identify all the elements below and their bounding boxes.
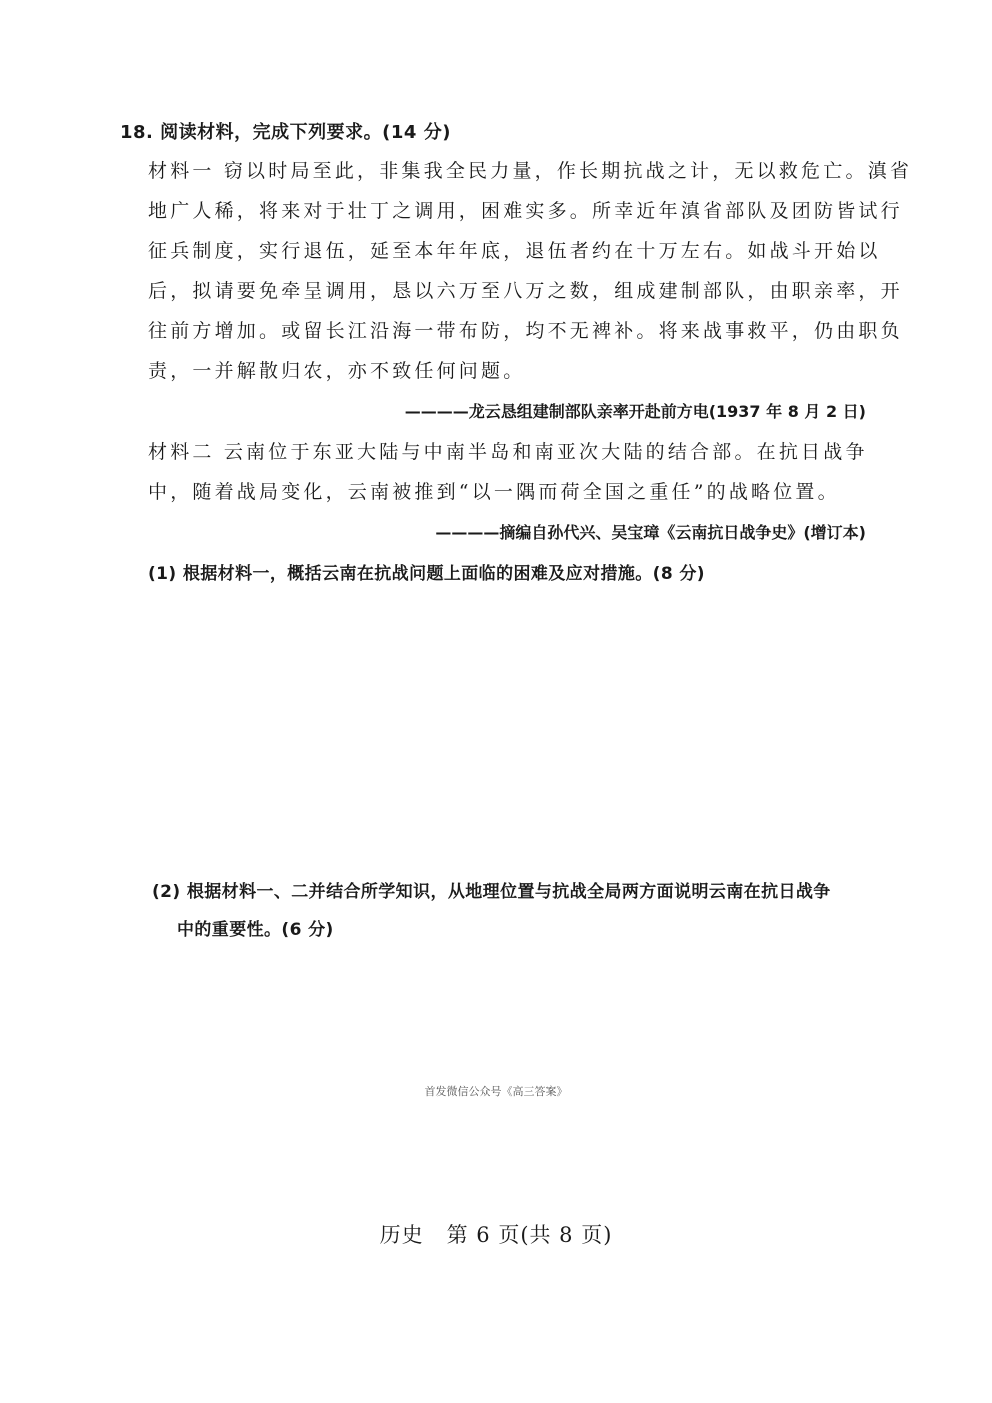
material-two-line: 中，随着战局变化，云南被推到“以一隅而荷全国之重任”的战略位置。 (148, 481, 840, 503)
question-title: 18. 阅读材料，完成下列要求。(14 分) (120, 122, 451, 143)
page-footer: 历史 第 6 页(共 8 页) (379, 1223, 613, 1247)
answer-area-2[interactable] (148, 955, 868, 1065)
sub-question-2-cont: 中的重要性。(6 分) (177, 920, 334, 940)
material-one-source: ————龙云恳组建制部队亲率开赴前方电(1937 年 8 月 2 日) (404, 402, 866, 421)
material-one-line: 材料一 窃以时局至此，非集我全民力量，作长期抗战之计，无以救危亡。滇省 (148, 160, 913, 182)
material-one-line: 地广人稀，将来对于壮丁之调用，困难实多。所幸近年滇省部队及团防皆试行 (148, 200, 903, 222)
material-one-line: 征兵制度，实行退伍，延至本年年底，退伍者约在十万左右。如战斗开始以 (148, 240, 881, 262)
answer-area-1[interactable] (148, 600, 868, 860)
material-one-line: 后，拟请要免牵呈调用，恳以六万至八万之数，组成建制部队，由职亲率，开 (148, 280, 903, 302)
watermark-text: 首发微信公众号《高三答案》 (424, 1085, 568, 1098)
material-one-line: 责，一并解散归农，亦不致任何问题。 (148, 360, 526, 382)
material-one-line: 往前方增加。或留长江沿海一带布防，均不无裨补。将来战事救平，仍由职负 (148, 320, 903, 342)
material-two-source: ————摘编自孙代兴、吴宝璋《云南抗日战争史》(增订本) (435, 523, 866, 542)
sub-question-1: (1) 根据材料一，概括云南在抗战问题上面临的困难及应对措施。(8 分) (148, 564, 705, 584)
material-two-line: 材料二 云南位于东亚大陆与中南半岛和南亚次大陆的结合部。在抗日战争 (148, 441, 868, 463)
sub-question-2: (2) 根据材料一、二并结合所学知识，从地理位置与抗战全局两方面说明云南在抗日战争 (152, 882, 831, 902)
